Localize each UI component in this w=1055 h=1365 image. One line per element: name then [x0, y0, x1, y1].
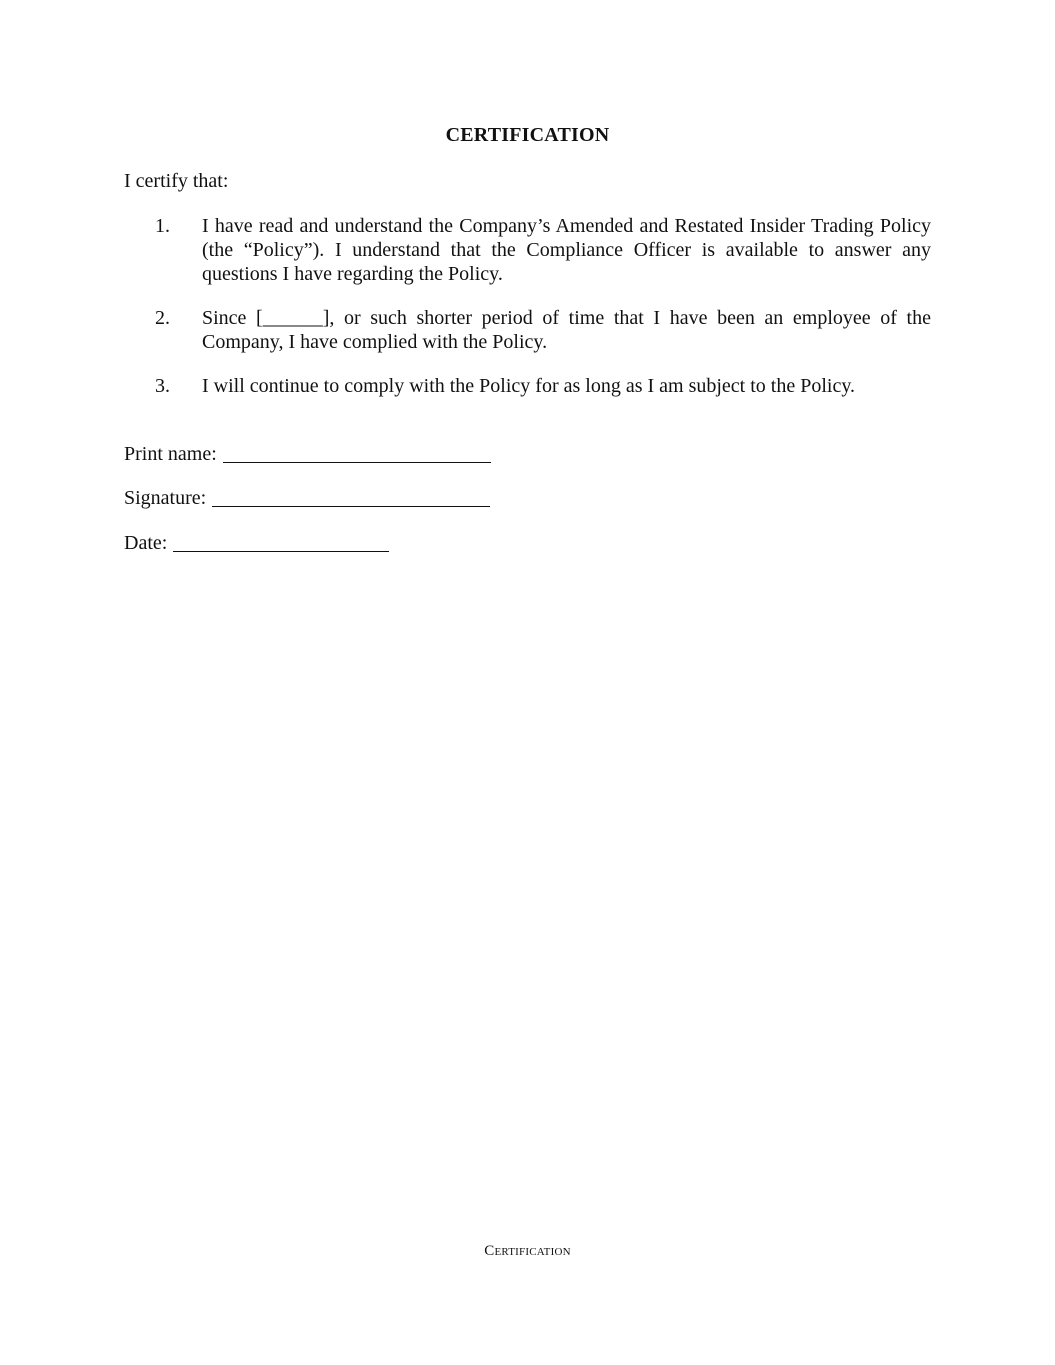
list-item-number: 2.	[155, 307, 170, 329]
list-item-number: 3.	[155, 375, 170, 397]
print-name-blank[interactable]	[223, 442, 491, 463]
print-name-label: Print name:	[124, 443, 217, 465]
intro-text: I certify that:	[124, 170, 229, 192]
list-item	[155, 374, 931, 398]
document-title: CERTIFICATION	[445, 124, 610, 146]
signature-blank[interactable]	[212, 486, 490, 507]
date-label: Date:	[124, 532, 168, 554]
signature-label: Signature:	[124, 487, 207, 509]
page-footer: Certification	[484, 1243, 571, 1259]
list-item	[155, 214, 931, 286]
list-item-text: I have read and understand the Company’s Amended and Restated Insider Trading Policy (the “Policy”). I understand that the Compliance Officer is available to answer any questions I have regarding the Policy.	[202, 215, 931, 285]
list-item	[155, 306, 931, 354]
list-item-number: 1.	[155, 215, 170, 237]
list-item-text: I will continue to comply with the Policy for as long as I am subject to the Policy.	[202, 375, 856, 397]
print-name-field	[124, 439, 491, 466]
list-item-text: Since [______], or such shorter period of time that I have been an employee of the Company, I have complied with the Policy.	[202, 307, 931, 353]
signature-field	[124, 483, 490, 510]
date-blank[interactable]	[173, 531, 389, 552]
date-field	[124, 528, 389, 555]
